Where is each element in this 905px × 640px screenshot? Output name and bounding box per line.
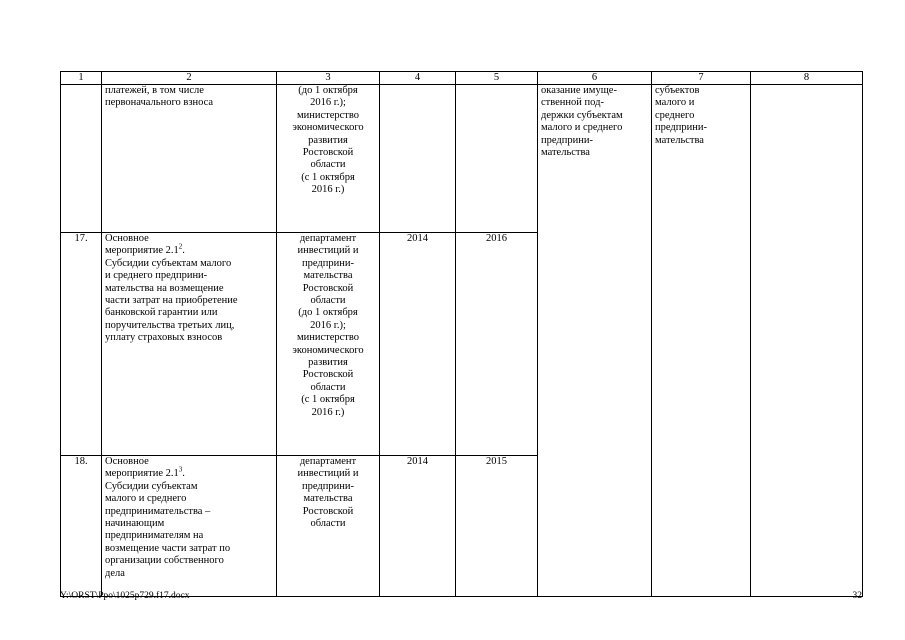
- header-cell: 1: [61, 72, 102, 85]
- header-cell: 2: [102, 72, 277, 85]
- row-number: [61, 85, 102, 233]
- measure-name: Основное мероприятие $2.1^2$. Субсидии субъектам малого и среднего предприни- мательства на возмещение части затрат на приобретение банковской гарантии или поручительства третьих лиц, уплату страховых взносов: [102, 233, 277, 456]
- start-year: 2014: [380, 233, 456, 456]
- link-indicators: [751, 85, 863, 597]
- expected-result: оказание имуще- ственной под- держки субъектам малого и среднего предприни- мательства: [538, 85, 652, 597]
- measure-name: платежей, в том числе первоначального взноса: [102, 85, 277, 233]
- executor: (до 1 октября 2016 г.); министерство экономического развития Ростовской области (с 1 октября 2016 г.): [277, 85, 380, 233]
- end-year: 2016: [456, 233, 538, 456]
- start-year: 2014: [380, 456, 456, 597]
- row-number: 17.: [61, 233, 102, 456]
- header-cell: 5: [456, 72, 538, 85]
- page-number: 32: [852, 591, 862, 601]
- executor: департамент инвестиций и предприни- мательства Ростовской области (до 1 октября 2016 г.); министерство экономического развития Ростовской области (с 1 октября 2016 г.): [277, 233, 380, 456]
- header-cell: 6: [538, 72, 652, 85]
- header-cell: 4: [380, 72, 456, 85]
- start-year: [380, 85, 456, 233]
- row-number: 18.: [61, 456, 102, 597]
- header-cell: 8: [751, 72, 863, 85]
- footer-file-path: Y:\ORST\Ppo\1025p729.f17.docx: [60, 591, 190, 601]
- measure-name: Основное мероприятие $2.1^3$. Субсидии субъектам малого и среднего предпринимательства – начинающим предпринимателям на возмещение части затрат по организации собственного дела: [102, 456, 277, 597]
- footnote-mark: 3: [178, 465, 183, 474]
- table-row: [61, 85, 863, 233]
- header-cell: 3: [277, 72, 380, 85]
- table-header-row: [61, 72, 863, 85]
- end-year: [456, 85, 538, 233]
- program-table: [60, 71, 863, 597]
- executor: департамент инвестиций и предприни- мательства Ростовской области: [277, 456, 380, 597]
- end-year: 2015: [456, 456, 538, 597]
- consequences: субъектов малого и среднего предприни- мательства: [652, 85, 751, 597]
- footnote-mark: 2: [178, 242, 183, 251]
- header-cell: 7: [652, 72, 751, 85]
